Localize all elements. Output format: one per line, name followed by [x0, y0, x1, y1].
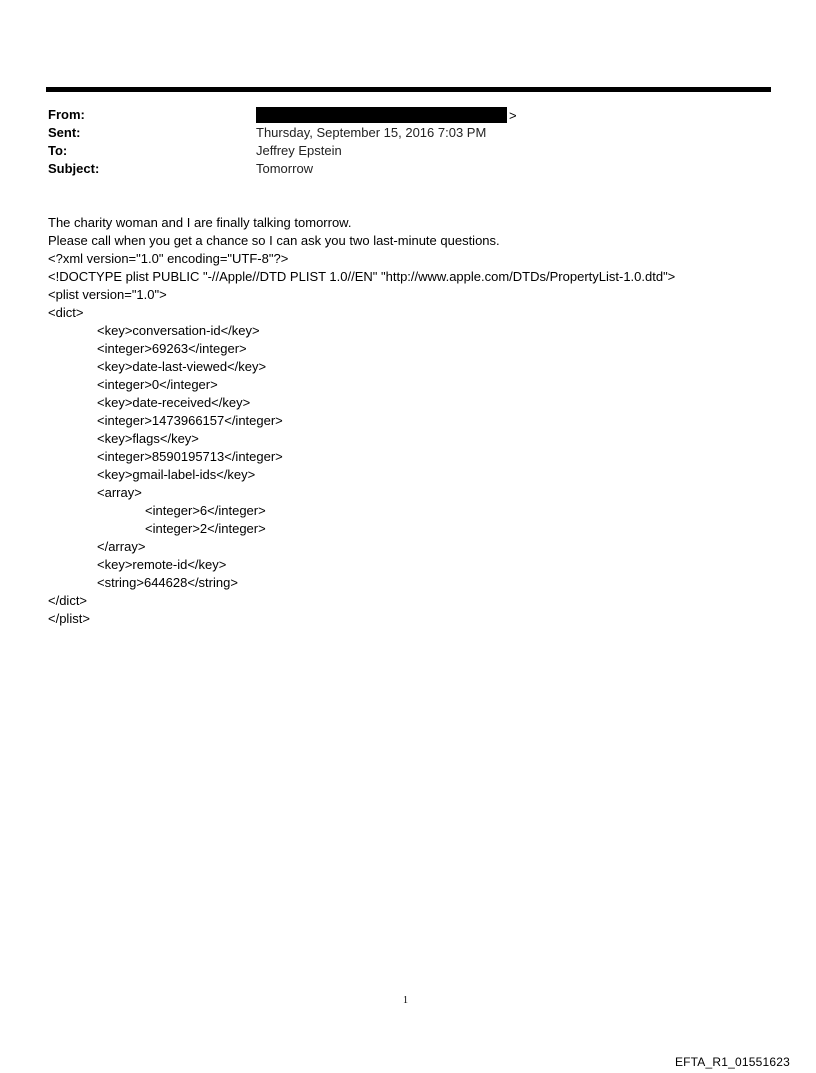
redaction-bar: [256, 107, 507, 123]
body-line: Please call when you get a chance so I can ask you two last-minute questions.: [48, 233, 500, 248]
from-value-tail: >: [509, 108, 517, 123]
to-label: To:: [48, 143, 68, 158]
plist-line: <key>date-last-viewed</key>: [97, 359, 267, 374]
plist-line: <integer>1473966157</integer>: [97, 413, 283, 428]
plist-line: <integer>6</integer>: [145, 503, 266, 518]
plist-line: <integer>2</integer>: [145, 521, 266, 536]
plist-line: <integer>0</integer>: [97, 377, 218, 392]
body-line: The charity woman and I are finally talking tomorrow.: [48, 215, 352, 230]
plist-line: <integer>8590195713</integer>: [97, 449, 283, 464]
dict-open: <dict>: [48, 305, 84, 320]
dict-close: </dict>: [48, 593, 88, 608]
header-divider: [46, 87, 771, 92]
plist-line: <key>conversation-id</key>: [97, 323, 260, 338]
sent-label: Sent:: [48, 125, 81, 140]
plist-line: <key>date-received</key>: [97, 395, 251, 410]
bates-number: EFTA_R1_01551623: [674, 1055, 790, 1069]
sent-value: Thursday, September 15, 2016 7:03 PM: [256, 125, 487, 140]
plist-line: </array>: [97, 539, 146, 554]
plist-line: <key>remote-id</key>: [97, 557, 227, 572]
plist-line: <key>flags</key>: [97, 431, 199, 446]
doctype-line: <!DOCTYPE plist PUBLIC "-//Apple//DTD PLIST 1.0//EN" "http://www.apple.com/DTDs/PropertyList-1.0.dtd">: [48, 269, 676, 284]
plist-line: <array>: [97, 485, 142, 500]
plist-line: <key>gmail-label-ids</key>: [97, 467, 256, 482]
plist-line: <string>644628</string>: [97, 575, 238, 590]
subject-value: Tomorrow: [256, 161, 314, 176]
plist-line: <integer>69263</integer>: [97, 341, 247, 356]
plist-close: </plist>: [48, 611, 90, 626]
from-label: From:: [48, 107, 85, 122]
xml-declaration: <?xml version="1.0" encoding="UTF-8"?>: [48, 251, 289, 266]
subject-label: Subject:: [48, 161, 100, 176]
to-value: Jeffrey Epstein: [256, 143, 342, 158]
plist-open: <plist version="1.0">: [48, 287, 167, 302]
page-number: 1: [403, 995, 408, 1006]
